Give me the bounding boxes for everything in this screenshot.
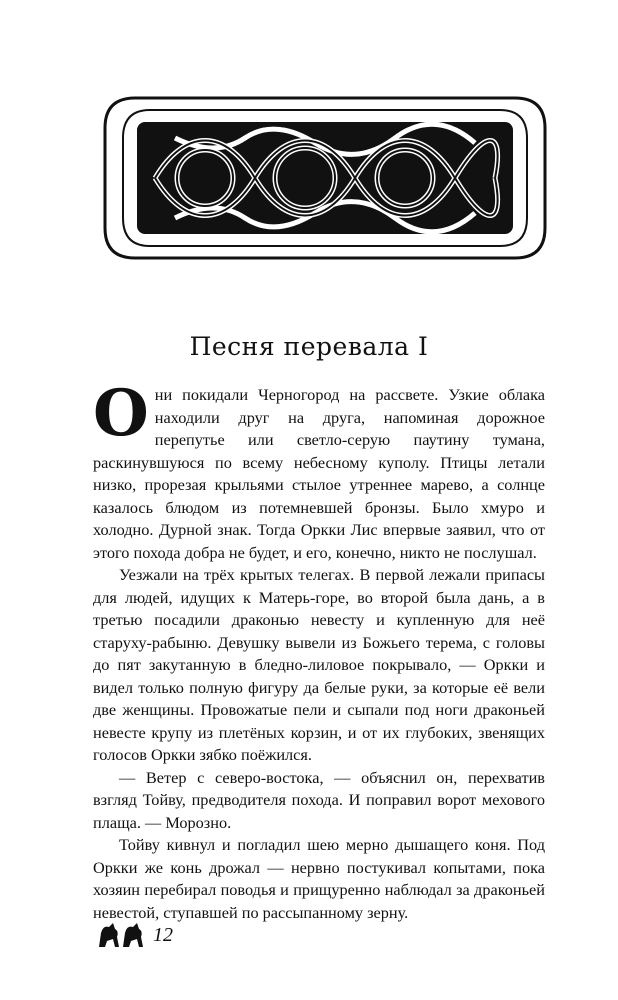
dragon-figures-icon: [95, 919, 147, 951]
drop-cap: О: [93, 376, 149, 451]
page-footer: [95, 915, 173, 955]
paragraph-2: Уезжали на трёх крытых телегах. В первой лежали припасы для людей, идущих к Матерь-горе, во второй была дань, а в третью посадили драконью невесту и купленную для неё старуху-рабыню. Девушку вывели из Божьего терема, с головы до пят закутанную в бледно-лиловое покрывало, — Оркки и видел только полную фигуру да белые руки, за которые её вели две женщины. Провожатые пели и сыпали под ноги драконьей невесте крупу из плетёных корзин, и от их глубоких, звенящих голосов Оркки зябко поёжился.: [93, 565, 545, 764]
page-number: 12: [153, 923, 173, 946]
paragraph-1-text: ни покидали Черногород на рассвете. Узкие облака находили друг на друга, напоминая дорожное перепутье или светло-серую паутину тумана, раскинувшуюся по всему небесному куполу. Птицы летали низко, прорезая крыльями стылое утреннее марево, а солнце казалось блюдом из потемневшей бронзы. Было хмуро и холодно. Дурной знак. Тогда Оркки Лис впервые заявил, что от этого похода добра не будет, и его, конечно, никто не послушал.: [93, 385, 545, 562]
chapter-title: Песня перевала I: [189, 332, 429, 361]
paragraph-4: Тойву кивнул и погладил шею мерно дышащего коня. Под Оркки же конь дрожал — нервно постукивал копытами, пока хозяин перебирал поводья и прищуренно наблюдал за драконьей невестой, ступавшей по рассыпанному зерну.: [93, 835, 545, 922]
body-text: [93, 376, 545, 924]
paragraph-3: — Ветер с северо-востока, — объяснил он, перехватив взгляд Тойву, предводителя похода. И поправил ворот мехового плаща. — Морозно.: [93, 767, 545, 832]
celtic-knot-ornament-icon: [95, 88, 555, 268]
paragraph-1: [93, 376, 545, 564]
